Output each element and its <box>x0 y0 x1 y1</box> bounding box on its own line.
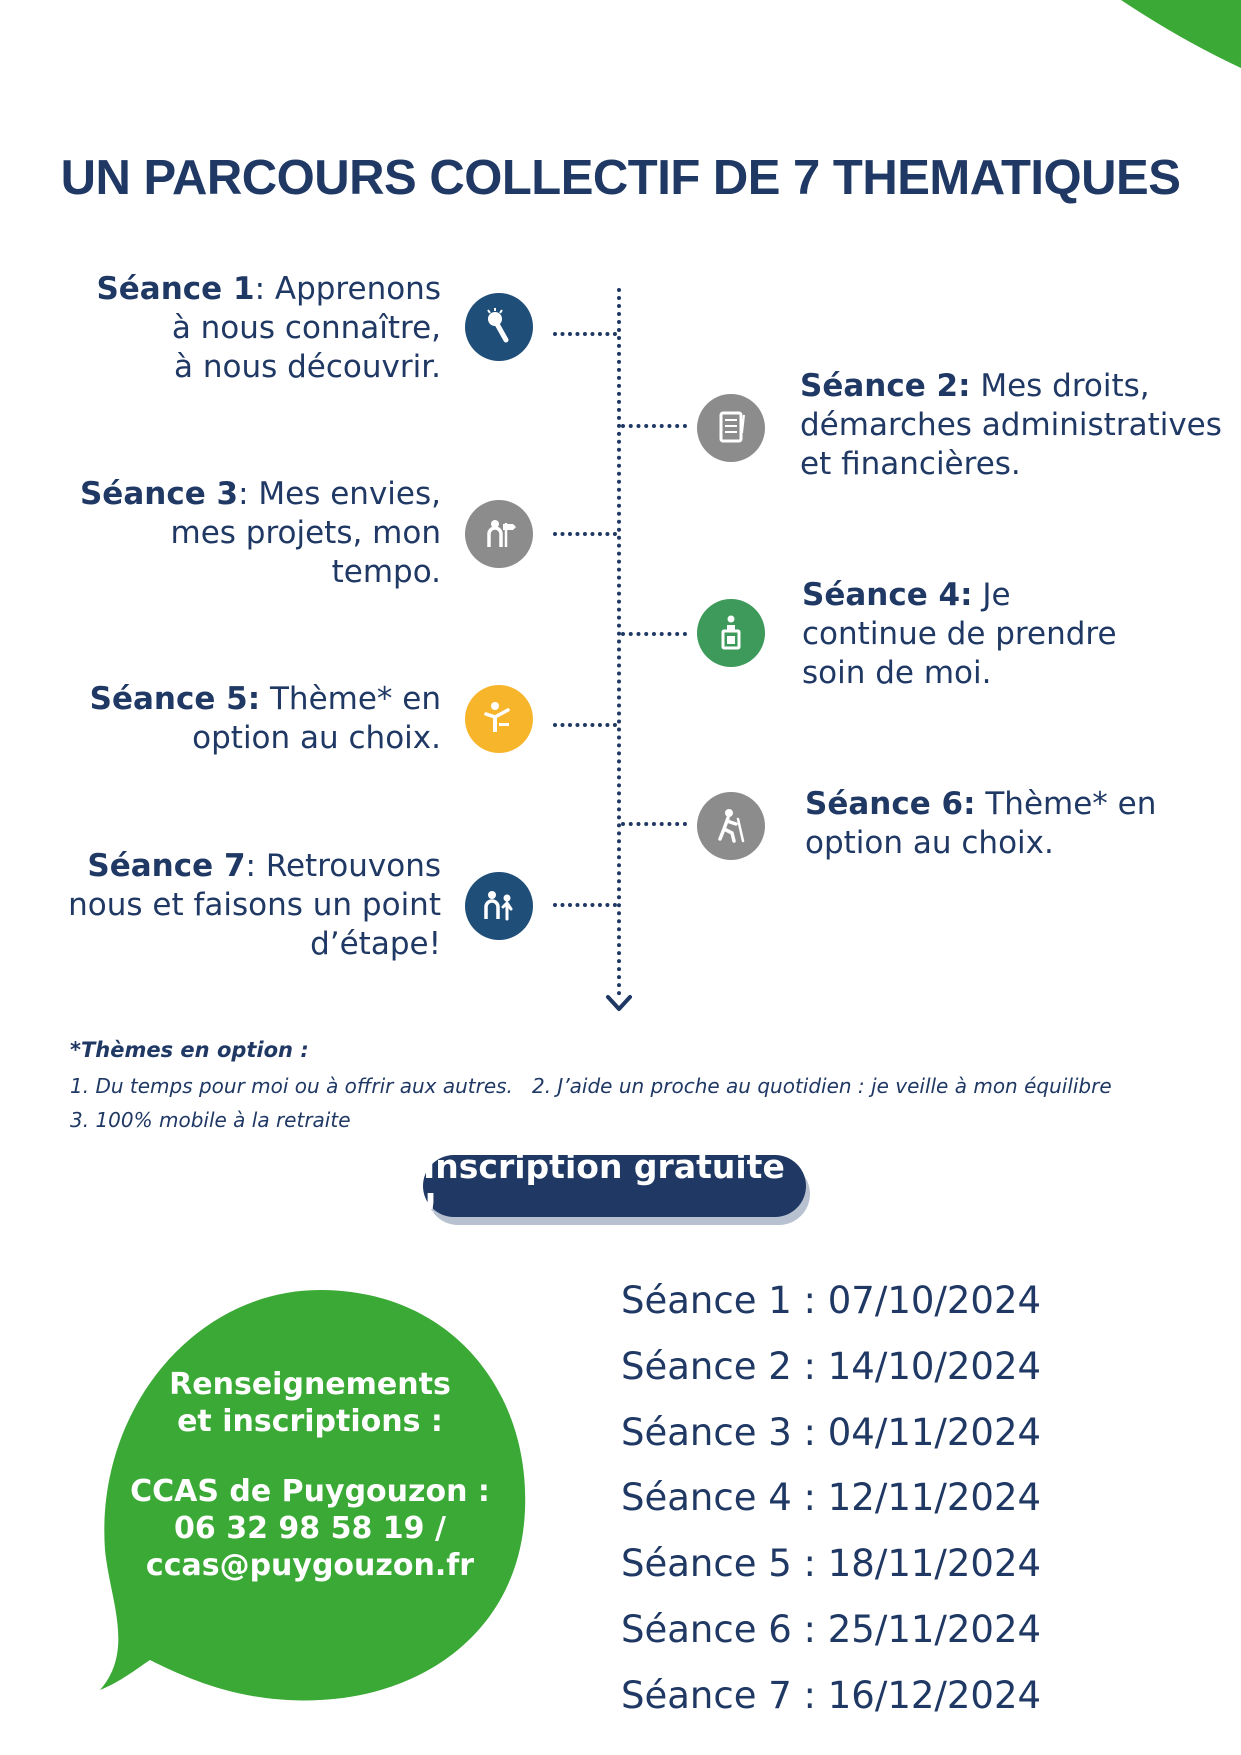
session-1-icon <box>465 293 533 361</box>
schedule-item-2: Séance 2 : 14/10/2024 <box>621 1344 1042 1388</box>
walking-senior-icon <box>710 805 752 847</box>
group-meeting-icon <box>478 885 520 927</box>
corner-decoration <box>1101 0 1241 70</box>
contact-line-1: Renseignements <box>169 1367 451 1402</box>
options-title: *Thèmes en option : <box>70 1038 309 1062</box>
session-7-connector <box>553 903 617 907</box>
microphone-icon <box>478 306 520 348</box>
contact-line-2: et inscriptions : <box>177 1404 443 1439</box>
timeline-arrow-icon <box>604 993 634 1015</box>
schedule-item-4: Séance 4 : 12/11/2024 <box>621 1476 1042 1520</box>
schedule-item-1: Séance 1 : 07/10/2024 <box>621 1279 1042 1322</box>
session-7-icon <box>465 872 533 940</box>
options-line-2: 3. 100% mobile à la retraite <box>70 1108 351 1132</box>
contact-phone: 06 32 98 58 19 / <box>174 1511 446 1546</box>
self-care-icon <box>710 612 752 654</box>
session-6-icon <box>697 792 765 860</box>
session-5-connector <box>553 723 617 727</box>
document-icon <box>710 407 752 449</box>
registration-badge-label: Inscription gratuite ! <box>423 1155 806 1217</box>
session-1-text: Séance 1: Apprenons à nous connaître, à nous découvrir. <box>96 271 441 385</box>
page-title: UN PARCOURS COLLECTIF DE 7 THEMATIQUES <box>60 151 1181 205</box>
contact-info <box>105 1366 515 1584</box>
session-6-text: Séance 6: Thème* en option au choix. <box>805 786 1157 861</box>
timeline-line <box>617 288 621 996</box>
session-3-text: Séance 3: Mes envies, mes projets, mon tempo. <box>79 476 441 590</box>
session-4-connector <box>621 632 687 636</box>
helping-hand-icon <box>478 698 520 740</box>
session-3-icon <box>465 500 533 568</box>
session-6-connector <box>621 822 687 826</box>
schedule-item-7: Séance 7 : 16/12/2024 <box>621 1673 1042 1717</box>
session-7-text: Séance 7: Retrouvons nous et faisons un point d’étape! <box>68 848 441 962</box>
registration-badge <box>423 1147 810 1225</box>
session-2-connector <box>621 424 687 428</box>
options-line-1: 1. Du temps pour moi ou à offrir aux autres. 2. J’aide un proche au quotidien : je veille à mon équilibre <box>70 1074 1112 1098</box>
schedule-item-6: Séance 6 : 25/11/2024 <box>621 1607 1042 1651</box>
schedule-item-3: Séance 3 : 04/11/2024 <box>621 1410 1042 1454</box>
schedule-item-5: Séance 5 : 18/11/2024 <box>621 1542 1042 1586</box>
contact-line-3: CCAS de Puygouzon : <box>130 1474 490 1509</box>
session-3-connector <box>553 532 617 536</box>
session-1-connector <box>553 332 617 336</box>
session-4-icon <box>697 599 765 667</box>
contact-email: ccas@puygouzon.fr <box>145 1548 475 1583</box>
session-5-icon <box>465 685 533 753</box>
session-2-text: Séance 2: Mes droits, démarches administratives et financières. <box>800 368 1222 482</box>
session-schedule <box>621 1268 1041 1729</box>
session-4-text: Séance 4: Je continue de prendre soin de moi. <box>802 577 1117 691</box>
session-2-icon <box>697 394 765 462</box>
session-5-text: Séance 5: Thème* en option au choix. <box>89 681 441 756</box>
signpost-person-icon <box>478 513 520 555</box>
